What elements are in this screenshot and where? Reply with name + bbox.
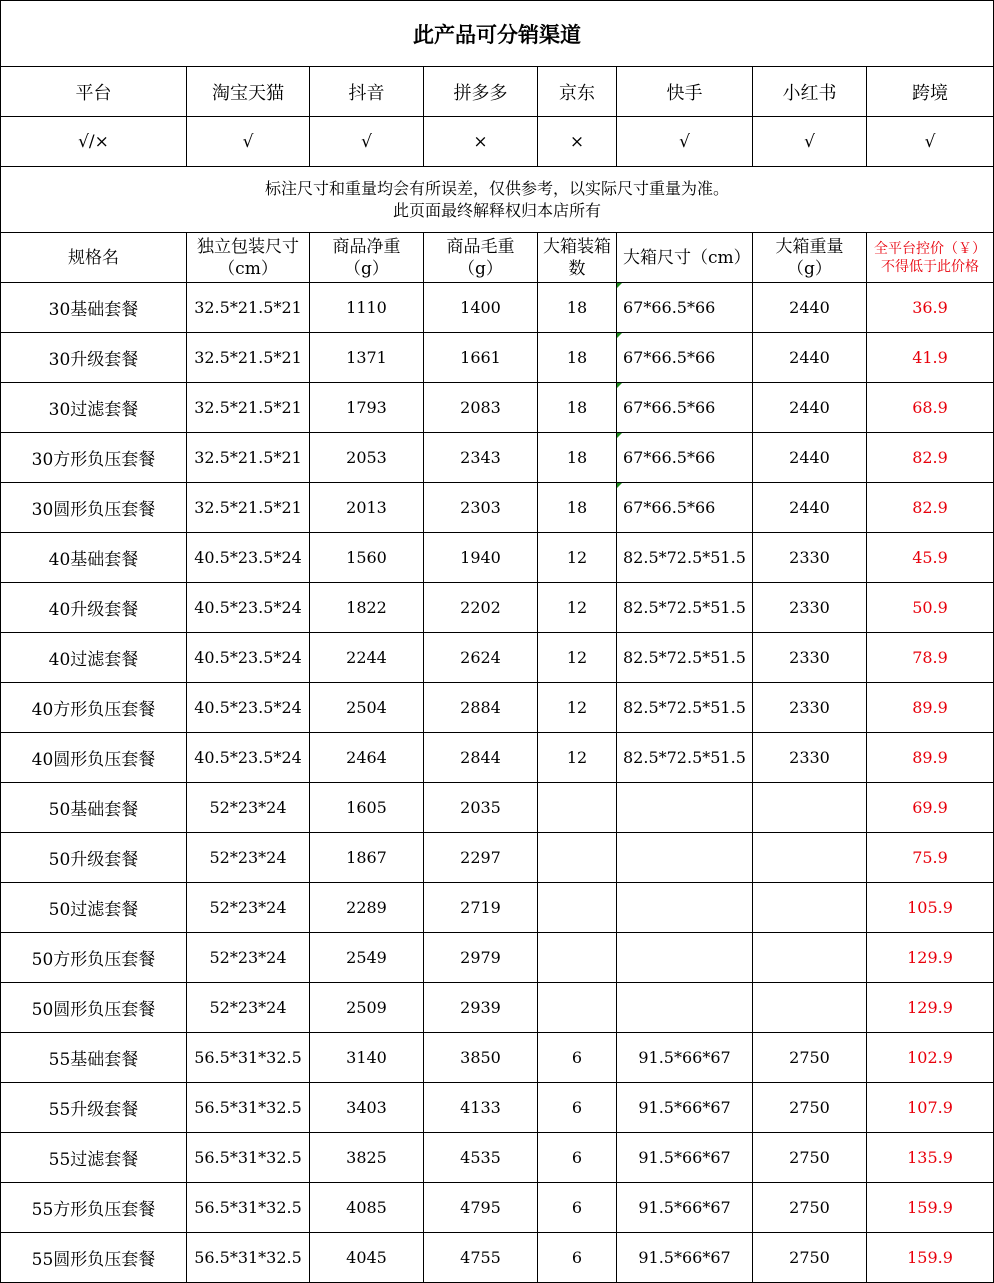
price-cell: 105.9 bbox=[867, 883, 994, 933]
box-size-value: 91.5*66*67 bbox=[638, 1198, 731, 1217]
table-row bbox=[1, 1033, 994, 1083]
box-size-value: 91.5*66*67 bbox=[638, 1248, 731, 1267]
box-qty-cell: 6 bbox=[538, 1083, 617, 1133]
price-cell: 129.9 bbox=[867, 983, 994, 1033]
gross-weight-cell: 2202 bbox=[424, 583, 538, 633]
gross-weight-cell: 1940 bbox=[424, 533, 538, 583]
net-weight-cell: 4045 bbox=[310, 1233, 424, 1283]
price-cell: 159.9 bbox=[867, 1233, 994, 1283]
gross-weight-cell: 4755 bbox=[424, 1233, 538, 1283]
pack-size-cell: 52*23*24 bbox=[187, 883, 310, 933]
price-cell: 36.9 bbox=[867, 283, 994, 333]
table-row bbox=[1, 383, 994, 433]
channel-availability-row bbox=[1, 117, 994, 167]
channel-douyin: 抖音 bbox=[310, 67, 424, 117]
spec-name-cell: 40过滤套餐 bbox=[1, 633, 187, 683]
box-qty-cell bbox=[538, 983, 617, 1033]
spec-name-cell: 30圆形负压套餐 bbox=[1, 483, 187, 533]
box-weight-cell: 2440 bbox=[753, 483, 867, 533]
pack-size-cell: 32.5*21.5*21 bbox=[187, 283, 310, 333]
pack-size-cell: 40.5*23.5*24 bbox=[187, 633, 310, 683]
table-row bbox=[1, 283, 994, 333]
box-weight-cell: 2440 bbox=[753, 433, 867, 483]
spec-name-cell: 40方形负压套餐 bbox=[1, 683, 187, 733]
box-size-value: 91.5*66*67 bbox=[638, 1098, 731, 1117]
box-weight-cell: 2330 bbox=[753, 583, 867, 633]
cell-comment-marker bbox=[617, 483, 622, 488]
pack-size-cell: 40.5*23.5*24 bbox=[187, 733, 310, 783]
box-qty-cell: 12 bbox=[538, 733, 617, 783]
box-size-cell bbox=[617, 933, 753, 983]
net-weight-cell: 2504 bbox=[310, 683, 424, 733]
availability-legend: √/× bbox=[1, 117, 187, 167]
channel-pinduoduo: 拼多多 bbox=[424, 67, 538, 117]
gross-weight-cell: 2297 bbox=[424, 833, 538, 883]
box-size-value: 67*66.5*66 bbox=[623, 448, 716, 467]
box-size-cell bbox=[617, 1233, 753, 1283]
channel-platform-label: 平台 bbox=[1, 67, 187, 117]
price-cell: 89.9 bbox=[867, 733, 994, 783]
box-qty-cell: 12 bbox=[538, 633, 617, 683]
pack-size-cell: 56.5*31*32.5 bbox=[187, 1133, 310, 1183]
net-weight-cell: 2549 bbox=[310, 933, 424, 983]
pack-size-cell: 56.5*31*32.5 bbox=[187, 1033, 310, 1083]
spec-name-cell: 50基础套餐 bbox=[1, 783, 187, 833]
table-row bbox=[1, 533, 994, 583]
column-pack-size-line-1: 独立包装尺寸 bbox=[197, 236, 299, 257]
box-qty-cell: 12 bbox=[538, 583, 617, 633]
price-cell: 82.9 bbox=[867, 483, 994, 533]
channel-xiaohongshu: 小红书 bbox=[753, 67, 867, 117]
net-weight-cell: 3140 bbox=[310, 1033, 424, 1083]
net-weight-cell: 1793 bbox=[310, 383, 424, 433]
box-size-cell bbox=[617, 333, 753, 383]
gross-weight-cell: 2884 bbox=[424, 683, 538, 733]
column-spec-name: 规格名 bbox=[1, 233, 187, 283]
column-gross-weight-line-2: （g） bbox=[458, 258, 503, 279]
column-price-control bbox=[867, 233, 994, 283]
column-net-weight-line-2: （g） bbox=[344, 258, 389, 279]
table-row bbox=[1, 983, 994, 1033]
pack-size-cell: 32.5*21.5*21 bbox=[187, 383, 310, 433]
box-size-cell bbox=[617, 1133, 753, 1183]
gross-weight-cell: 4535 bbox=[424, 1133, 538, 1183]
box-weight-cell bbox=[753, 883, 867, 933]
net-weight-cell: 2464 bbox=[310, 733, 424, 783]
box-qty-cell: 6 bbox=[538, 1133, 617, 1183]
gross-weight-cell: 4795 bbox=[424, 1183, 538, 1233]
box-size-cell bbox=[617, 833, 753, 883]
pack-size-cell: 52*23*24 bbox=[187, 983, 310, 1033]
net-weight-cell: 4085 bbox=[310, 1183, 424, 1233]
gross-weight-cell: 1400 bbox=[424, 283, 538, 333]
box-weight-cell: 2330 bbox=[753, 733, 867, 783]
spec-name-cell: 30方形负压套餐 bbox=[1, 433, 187, 483]
box-weight-cell: 2440 bbox=[753, 283, 867, 333]
box-size-value: 67*66.5*66 bbox=[623, 398, 716, 417]
table-row bbox=[1, 1233, 994, 1283]
pack-size-cell: 56.5*31*32.5 bbox=[187, 1233, 310, 1283]
column-box-qty bbox=[538, 233, 617, 283]
availability-douyin: √ bbox=[310, 117, 424, 167]
spec-name-cell: 55过滤套餐 bbox=[1, 1133, 187, 1183]
box-size-value: 91.5*66*67 bbox=[638, 1048, 731, 1067]
box-weight-cell: 2750 bbox=[753, 1183, 867, 1233]
price-cell: 45.9 bbox=[867, 533, 994, 583]
box-size-value: 91.5*66*67 bbox=[638, 1148, 731, 1167]
channel-kuaishou: 快手 bbox=[617, 67, 753, 117]
cell-comment-marker bbox=[617, 383, 622, 388]
price-cell: 82.9 bbox=[867, 433, 994, 483]
price-cell: 107.9 bbox=[867, 1083, 994, 1133]
table-row bbox=[1, 1133, 994, 1183]
column-header-row bbox=[1, 233, 994, 283]
net-weight-cell: 3825 bbox=[310, 1133, 424, 1183]
box-weight-cell: 2330 bbox=[753, 683, 867, 733]
price-cell: 102.9 bbox=[867, 1033, 994, 1083]
gross-weight-cell: 1661 bbox=[424, 333, 538, 383]
column-box-weight-line-2: （g） bbox=[787, 258, 832, 279]
pack-size-cell: 52*23*24 bbox=[187, 933, 310, 983]
spec-name-cell: 50圆形负压套餐 bbox=[1, 983, 187, 1033]
box-qty-cell: 18 bbox=[538, 433, 617, 483]
column-price-line-2: 不得低于此价格 bbox=[881, 258, 979, 275]
availability-xiaohongshu: √ bbox=[753, 117, 867, 167]
spec-name-cell: 40基础套餐 bbox=[1, 533, 187, 583]
box-qty-cell: 18 bbox=[538, 483, 617, 533]
cell-comment-marker bbox=[617, 433, 622, 438]
box-size-cell bbox=[617, 633, 753, 683]
box-size-value: 67*66.5*66 bbox=[623, 298, 716, 317]
gross-weight-cell: 2083 bbox=[424, 383, 538, 433]
channel-header-row bbox=[1, 67, 994, 117]
disclaimer-line-2: 此页面最终解释权归本店所有 bbox=[392, 200, 601, 220]
spec-name-cell: 30过滤套餐 bbox=[1, 383, 187, 433]
column-net-weight-line-1: 商品净重 bbox=[332, 236, 401, 257]
price-cell: 135.9 bbox=[867, 1133, 994, 1183]
pack-size-cell: 52*23*24 bbox=[187, 833, 310, 883]
net-weight-cell: 2244 bbox=[310, 633, 424, 683]
box-weight-cell: 2330 bbox=[753, 533, 867, 583]
column-net-weight bbox=[310, 233, 424, 283]
channel-taobao-tmall: 淘宝天猫 bbox=[187, 67, 310, 117]
disclaimer-line-1: 标注尺寸和重量均会有所误差，仅供参考，以实际尺寸重量为准。 bbox=[264, 178, 729, 198]
box-weight-cell bbox=[753, 833, 867, 883]
gross-weight-cell: 4133 bbox=[424, 1083, 538, 1133]
box-weight-cell: 2440 bbox=[753, 383, 867, 433]
spec-name-cell: 40圆形负压套餐 bbox=[1, 733, 187, 783]
page-title: 此产品可分销渠道 bbox=[1, 1, 994, 67]
pack-size-cell: 40.5*23.5*24 bbox=[187, 583, 310, 633]
net-weight-cell: 2289 bbox=[310, 883, 424, 933]
box-size-cell bbox=[617, 1083, 753, 1133]
table-row bbox=[1, 833, 994, 883]
pack-size-cell: 40.5*23.5*24 bbox=[187, 683, 310, 733]
box-qty-cell: 12 bbox=[538, 683, 617, 733]
box-qty-cell: 6 bbox=[538, 1183, 617, 1233]
box-weight-cell bbox=[753, 783, 867, 833]
box-size-cell bbox=[617, 433, 753, 483]
price-cell: 75.9 bbox=[867, 833, 994, 883]
box-weight-cell: 2750 bbox=[753, 1083, 867, 1133]
column-gross-weight bbox=[424, 233, 538, 283]
box-qty-cell: 18 bbox=[538, 383, 617, 433]
pack-size-cell: 40.5*23.5*24 bbox=[187, 533, 310, 583]
table-row bbox=[1, 883, 994, 933]
availability-pinduoduo: × bbox=[424, 117, 538, 167]
box-weight-cell: 2750 bbox=[753, 1233, 867, 1283]
price-cell: 68.9 bbox=[867, 383, 994, 433]
gross-weight-cell: 2719 bbox=[424, 883, 538, 933]
box-qty-cell: 18 bbox=[538, 283, 617, 333]
gross-weight-cell: 2939 bbox=[424, 983, 538, 1033]
table-row bbox=[1, 1083, 994, 1133]
price-cell: 159.9 bbox=[867, 1183, 994, 1233]
net-weight-cell: 1822 bbox=[310, 583, 424, 633]
box-size-cell bbox=[617, 883, 753, 933]
price-cell: 50.9 bbox=[867, 583, 994, 633]
net-weight-cell: 1110 bbox=[310, 283, 424, 333]
net-weight-cell: 2013 bbox=[310, 483, 424, 533]
box-weight-cell: 2330 bbox=[753, 633, 867, 683]
column-box-weight-line-1: 大箱重量 bbox=[775, 236, 844, 257]
spec-name-cell: 55圆形负压套餐 bbox=[1, 1233, 187, 1283]
spec-name-cell: 50方形负压套餐 bbox=[1, 933, 187, 983]
box-qty-cell bbox=[538, 883, 617, 933]
price-cell: 78.9 bbox=[867, 633, 994, 683]
pack-size-cell: 32.5*21.5*21 bbox=[187, 333, 310, 383]
box-qty-cell: 6 bbox=[538, 1233, 617, 1283]
gross-weight-cell: 2343 bbox=[424, 433, 538, 483]
pack-size-cell: 56.5*31*32.5 bbox=[187, 1083, 310, 1133]
table-row bbox=[1, 683, 994, 733]
box-size-cell bbox=[617, 733, 753, 783]
net-weight-cell: 1867 bbox=[310, 833, 424, 883]
gross-weight-cell: 2035 bbox=[424, 783, 538, 833]
box-size-cell bbox=[617, 683, 753, 733]
pack-size-cell: 32.5*21.5*21 bbox=[187, 483, 310, 533]
spec-name-cell: 55方形负压套餐 bbox=[1, 1183, 187, 1233]
cell-comment-marker bbox=[617, 333, 622, 338]
column-price-line-1: 全平台控价（￥） bbox=[874, 240, 986, 257]
spec-name-cell: 30升级套餐 bbox=[1, 333, 187, 383]
box-qty-cell: 18 bbox=[538, 333, 617, 383]
box-size-cell bbox=[617, 383, 753, 433]
box-size-value: 67*66.5*66 bbox=[623, 348, 716, 367]
price-cell: 89.9 bbox=[867, 683, 994, 733]
spec-name-cell: 55基础套餐 bbox=[1, 1033, 187, 1083]
box-weight-cell: 2440 bbox=[753, 333, 867, 383]
box-qty-cell: 12 bbox=[538, 533, 617, 583]
column-pack-size-line-2: （cm） bbox=[218, 258, 278, 279]
spec-name-cell: 50升级套餐 bbox=[1, 833, 187, 883]
table-row bbox=[1, 583, 994, 633]
box-size-cell bbox=[617, 533, 753, 583]
box-size-value: 67*66.5*66 bbox=[623, 498, 716, 517]
table-row bbox=[1, 933, 994, 983]
box-size-value: 82.5*72.5*51.5 bbox=[623, 598, 746, 617]
availability-kuaishou: √ bbox=[617, 117, 753, 167]
net-weight-cell: 1560 bbox=[310, 533, 424, 583]
box-weight-cell bbox=[753, 933, 867, 983]
channel-jd: 京东 bbox=[538, 67, 617, 117]
availability-crossborder: √ bbox=[867, 117, 994, 167]
column-box-weight bbox=[753, 233, 867, 283]
box-size-cell bbox=[617, 983, 753, 1033]
spec-name-cell: 40升级套餐 bbox=[1, 583, 187, 633]
table-row bbox=[1, 483, 994, 533]
net-weight-cell: 1605 bbox=[310, 783, 424, 833]
box-qty-cell bbox=[538, 933, 617, 983]
gross-weight-cell: 2624 bbox=[424, 633, 538, 683]
price-cell: 41.9 bbox=[867, 333, 994, 383]
column-box-size: 大箱尺寸（cm） bbox=[617, 233, 753, 283]
box-size-value: 82.5*72.5*51.5 bbox=[623, 548, 746, 567]
box-qty-cell bbox=[538, 833, 617, 883]
channel-crossborder: 跨境 bbox=[867, 67, 994, 117]
box-size-cell bbox=[617, 483, 753, 533]
column-gross-weight-line-1: 商品毛重 bbox=[446, 236, 515, 257]
box-size-cell bbox=[617, 283, 753, 333]
price-cell: 129.9 bbox=[867, 933, 994, 983]
box-size-value: 82.5*72.5*51.5 bbox=[623, 748, 746, 767]
table-row bbox=[1, 633, 994, 683]
price-cell: 69.9 bbox=[867, 783, 994, 833]
disclaimer-note bbox=[1, 167, 994, 233]
table-row bbox=[1, 733, 994, 783]
box-qty-cell: 6 bbox=[538, 1033, 617, 1083]
gross-weight-cell: 2979 bbox=[424, 933, 538, 983]
gross-weight-cell: 2303 bbox=[424, 483, 538, 533]
box-weight-cell: 2750 bbox=[753, 1033, 867, 1083]
pack-size-cell: 56.5*31*32.5 bbox=[187, 1183, 310, 1233]
net-weight-cell: 2053 bbox=[310, 433, 424, 483]
box-size-cell bbox=[617, 1183, 753, 1233]
box-size-value: 82.5*72.5*51.5 bbox=[623, 648, 746, 667]
box-size-cell bbox=[617, 783, 753, 833]
box-weight-cell bbox=[753, 983, 867, 1033]
spec-name-cell: 50过滤套餐 bbox=[1, 883, 187, 933]
pack-size-cell: 32.5*21.5*21 bbox=[187, 433, 310, 483]
table-row bbox=[1, 1183, 994, 1233]
column-pack-size bbox=[187, 233, 310, 283]
column-box-qty-line-2: 数 bbox=[568, 258, 586, 279]
availability-jd: × bbox=[538, 117, 617, 167]
column-box-qty-line-1: 大箱装箱 bbox=[543, 236, 611, 257]
box-size-value: 82.5*72.5*51.5 bbox=[623, 698, 746, 717]
gross-weight-cell: 3850 bbox=[424, 1033, 538, 1083]
availability-taobao-tmall: √ bbox=[187, 117, 310, 167]
cell-comment-marker bbox=[617, 283, 622, 288]
net-weight-cell: 2509 bbox=[310, 983, 424, 1033]
table-row bbox=[1, 433, 994, 483]
box-size-cell bbox=[617, 583, 753, 633]
pack-size-cell: 52*23*24 bbox=[187, 783, 310, 833]
gross-weight-cell: 2844 bbox=[424, 733, 538, 783]
box-qty-cell bbox=[538, 783, 617, 833]
box-size-cell bbox=[617, 1033, 753, 1083]
spec-name-cell: 55升级套餐 bbox=[1, 1083, 187, 1133]
net-weight-cell: 1371 bbox=[310, 333, 424, 383]
net-weight-cell: 3403 bbox=[310, 1083, 424, 1133]
table-row bbox=[1, 783, 994, 833]
box-weight-cell: 2750 bbox=[753, 1133, 867, 1183]
table-row bbox=[1, 333, 994, 383]
spec-name-cell: 30基础套餐 bbox=[1, 283, 187, 333]
